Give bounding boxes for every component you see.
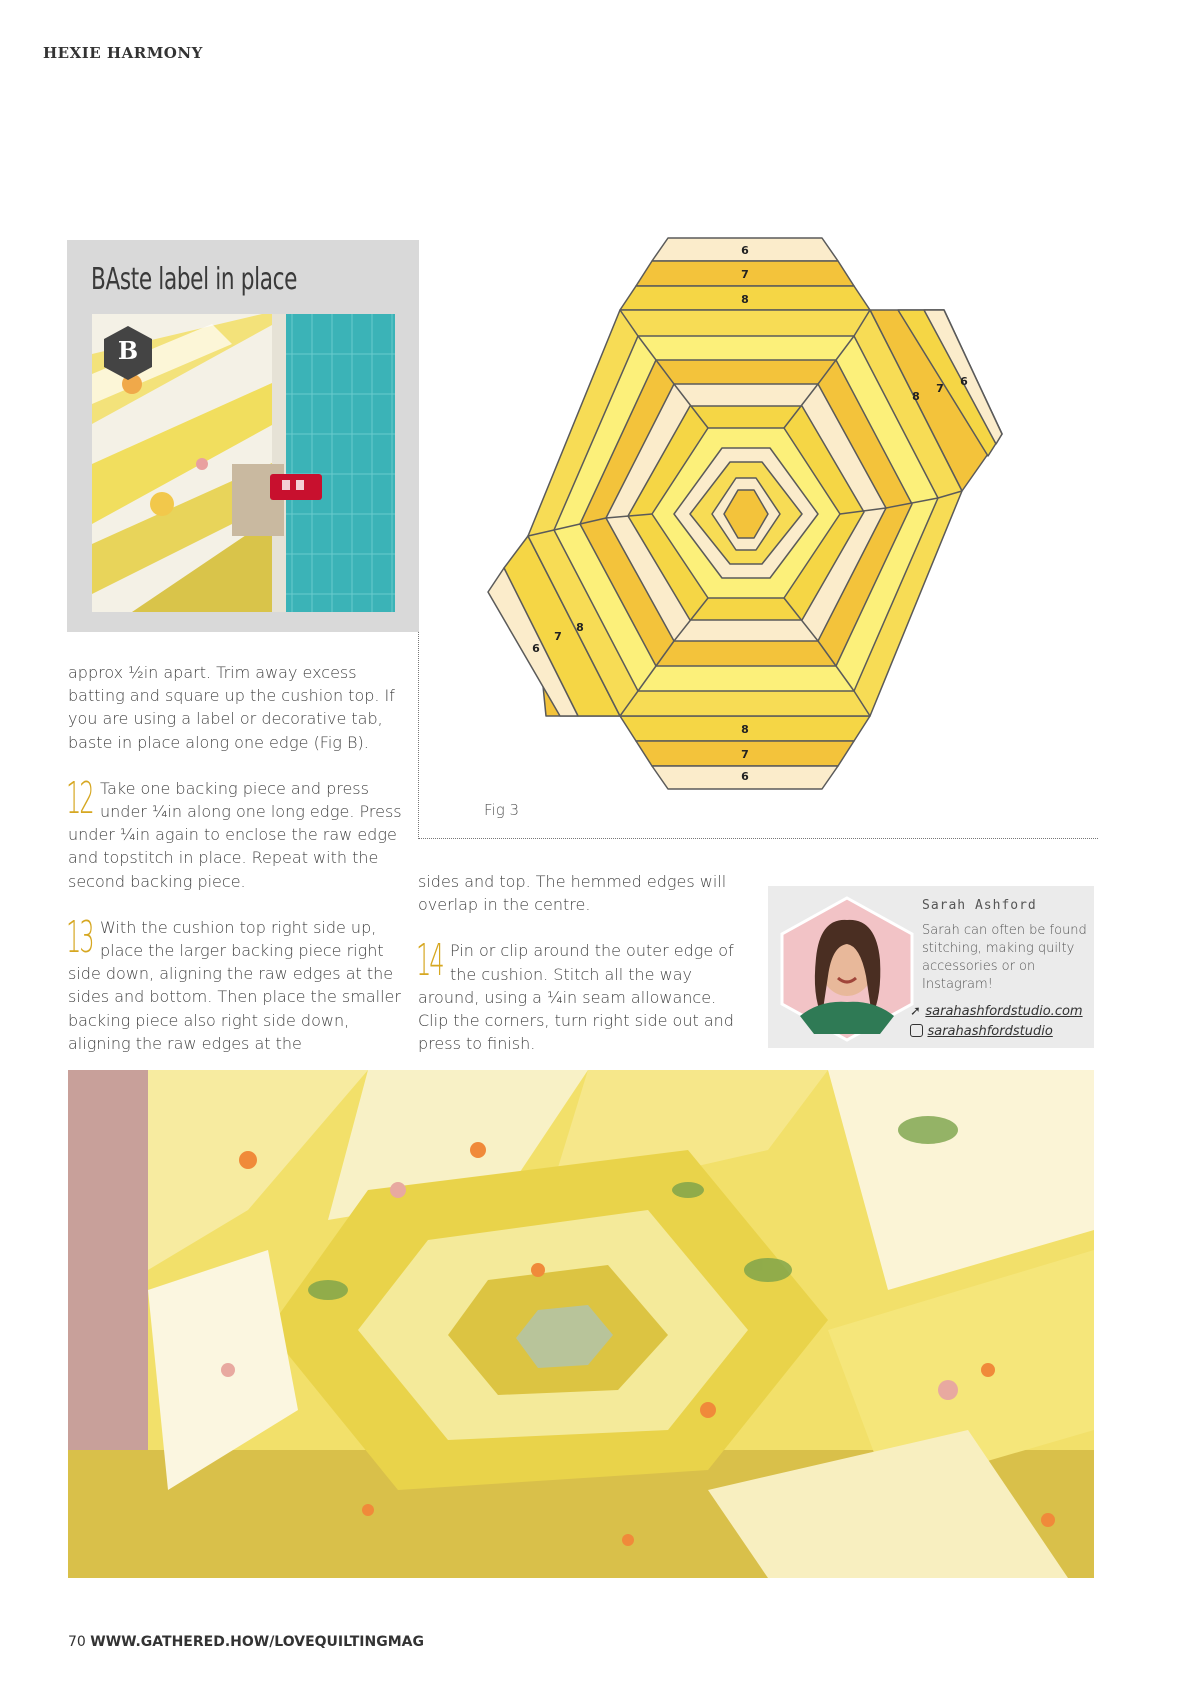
step-number: 13 <box>66 911 93 963</box>
body-column-2 <box>418 870 738 1055</box>
instagram-icon <box>910 1024 923 1037</box>
cushion-photo <box>68 1070 1094 1578</box>
website-link[interactable]: sarahashfordstudio.com <box>925 1004 1083 1019</box>
step-text: Take one backing piece and press under ¼in along one long edge. Press under ¼in again to enclose the raw edge and topstitch in place. Repeat with the second backing piece. <box>68 778 402 891</box>
strip-number: 8 <box>576 621 584 634</box>
running-head: HEXIE HARMONY <box>43 44 203 62</box>
figure-caption: Fig 3 <box>484 801 520 819</box>
strip-number: 8 <box>741 723 749 736</box>
strip-number: 7 <box>554 630 562 643</box>
step-14 <box>416 935 738 1055</box>
step-number: 14 <box>416 935 443 987</box>
strip-number: 6 <box>741 770 749 783</box>
strip-number: 8 <box>912 390 920 403</box>
strip-number: 6 <box>532 642 540 655</box>
page-footer <box>68 1634 424 1650</box>
paragraph: approx ½in apart. Trim away excess batting and square up the cushion top. If you are using a label or decorative tab, baste in place along one edge (Fig B). <box>68 663 395 752</box>
sidebar-title: BAste label in place <box>91 262 298 297</box>
step-12 <box>66 772 408 893</box>
photo-badge-letter: B <box>117 336 139 365</box>
designer-portrait <box>780 896 914 1042</box>
website-row <box>910 1002 1083 1020</box>
paragraph: sides and top. The hemmed edges will overlap in the centre. <box>418 872 727 915</box>
dotted-divider-vertical <box>418 632 419 839</box>
designer-bio <box>768 886 1094 1048</box>
strip-number: 6 <box>741 244 749 257</box>
strip-number: 7 <box>741 268 749 281</box>
strip-number: 6 <box>960 375 968 388</box>
magazine-url: WWW.GATHERED.HOW/LOVEQUILTINGMAG <box>90 1634 424 1650</box>
designer-description: Sarah can often be found stitching, making quilty accessories or on Instagram! <box>922 923 1087 992</box>
cursor-arrow-icon: ➚ <box>910 1003 921 1018</box>
strip-number: 8 <box>741 293 749 306</box>
dotted-divider-horizontal <box>418 838 1098 839</box>
fig3-hexagon-diagram <box>468 236 1028 792</box>
sidebar-box <box>67 240 419 632</box>
label-photo <box>92 314 395 612</box>
step-text: Pin or clip around the outer edge of the cushion. Stitch all the way around, using a ¼in seam allowance. Clip the corners, turn right side out and press to finish. <box>418 941 734 1054</box>
body-column-1 <box>68 661 408 1055</box>
instagram-row <box>910 1022 1053 1040</box>
strip-number: 7 <box>936 382 944 395</box>
strip-number: 7 <box>741 748 749 761</box>
step-13 <box>66 911 408 1055</box>
instagram-link[interactable]: sarahashfordstudio <box>927 1024 1053 1039</box>
designer-name: Sarah Ashford <box>922 898 1037 913</box>
step-text: With the cushion top right side up, place the larger backing piece right side down, aligning the raw edges at the sides and bottom. Then place the smaller backing piece also right side down, aligning the raw edges at the <box>68 917 401 1053</box>
page-number: 70 <box>68 1634 86 1650</box>
step-number: 12 <box>66 772 93 824</box>
